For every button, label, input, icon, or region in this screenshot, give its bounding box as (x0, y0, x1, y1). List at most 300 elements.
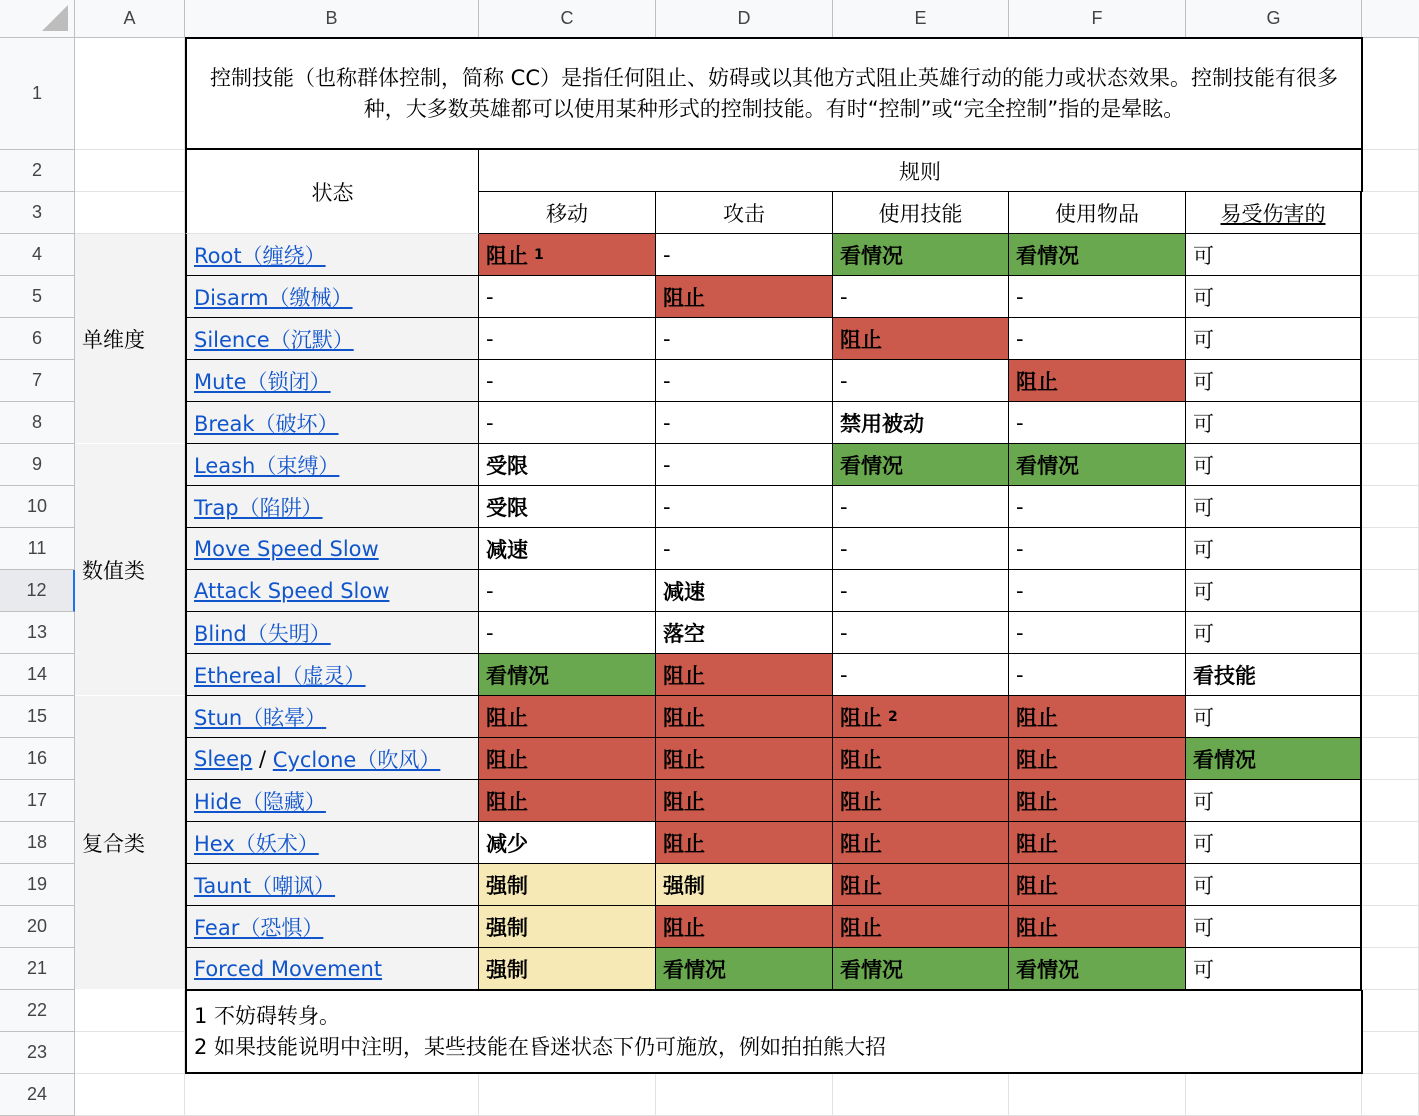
rule-cell (479, 654, 656, 696)
rule-cell (1009, 822, 1186, 864)
rule-value: 可 (1193, 915, 1214, 940)
row-header[interactable]: 20 (0, 906, 75, 948)
rule-value: - (486, 284, 494, 309)
rule-value: 减少 (486, 831, 528, 856)
rule-value: - (1016, 662, 1024, 687)
rule-cell (656, 780, 833, 822)
grid-cell[interactable] (1362, 192, 1419, 234)
rule-value: 看情况 (1016, 957, 1079, 982)
rule-cell (1009, 780, 1186, 822)
rule-cell (656, 654, 833, 696)
row-header[interactable]: 14 (0, 654, 75, 696)
state-name-cell (185, 738, 479, 780)
footnote-marker: 2 (888, 708, 898, 725)
select-all-corner[interactable] (0, 0, 75, 38)
rule-cell (479, 696, 656, 738)
grid-cell[interactable] (1362, 1032, 1419, 1074)
state-link[interactable]: Leash（束缚） (194, 453, 340, 478)
state-link[interactable]: Forced Movement (194, 956, 383, 981)
rule-value: - (486, 410, 494, 435)
rule-value: 阻止 (840, 789, 882, 814)
grid-cell[interactable] (1009, 1074, 1186, 1116)
state-link[interactable]: Break（破坏） (194, 411, 339, 436)
grid-cell[interactable] (1362, 570, 1419, 612)
rule-value: 阻止 (1016, 789, 1058, 814)
rule-value: - (663, 452, 671, 477)
rule-cell (656, 864, 833, 906)
state-link[interactable]: Mute（锁闭） (194, 369, 331, 394)
grid-cell[interactable] (1362, 360, 1419, 402)
rule-value: - (1016, 494, 1024, 519)
rule-value: 受限 (486, 453, 528, 478)
rule-cell (1186, 738, 1362, 780)
rule-cell (479, 276, 656, 318)
rule-value: - (840, 620, 848, 645)
state-name-cell (185, 948, 479, 990)
separator: / (252, 746, 273, 771)
rule-cell (833, 822, 1009, 864)
rule-cell (479, 234, 656, 276)
rule-value: 阻止 (663, 831, 705, 856)
state-link[interactable]: Blind（失明） (194, 621, 331, 646)
column-header-empty (1362, 0, 1419, 38)
rule-cell (656, 948, 833, 990)
rule-cell (656, 906, 833, 948)
state-name-cell (185, 444, 479, 486)
rule-cell (656, 738, 833, 780)
grid-cell[interactable] (185, 1074, 479, 1116)
rule-value: 阻止 (663, 747, 705, 772)
row-header[interactable]: 8 (0, 402, 75, 444)
rule-cell (833, 360, 1009, 402)
rule-cell (1009, 738, 1186, 780)
rule-value: - (840, 536, 848, 561)
rule-cell (1186, 318, 1362, 360)
rule-cell (1009, 612, 1186, 654)
rule-value: 阻止 (1016, 915, 1058, 940)
grid-cell[interactable] (75, 150, 185, 192)
rule-cell (833, 318, 1009, 360)
rule-value: 阻止 (663, 915, 705, 940)
grid-cell[interactable] (1362, 1074, 1419, 1116)
grid-cell[interactable] (479, 1074, 656, 1116)
rule-value: 可 (1193, 831, 1214, 856)
rule-value: 阻止 (486, 747, 528, 772)
rule-value: 阻止 (486, 789, 528, 814)
rule-value: - (1016, 284, 1024, 309)
rule-cell (833, 402, 1009, 444)
rule-value: - (840, 368, 848, 393)
rule-column-header: 移动 (479, 192, 656, 234)
state-link[interactable]: Hide（隐藏） (194, 789, 326, 814)
rule-cell (656, 570, 833, 612)
rule-cell (1186, 486, 1362, 528)
rule-cell (479, 444, 656, 486)
rule-value: 可 (1193, 243, 1214, 268)
category-label: 数值类 (75, 444, 185, 696)
grid-cell[interactable] (1362, 948, 1419, 990)
rule-value: 看情况 (1016, 453, 1079, 478)
rule-column-header: 攻击 (656, 192, 833, 234)
rule-value: 可 (1193, 537, 1214, 562)
rule-value: - (663, 326, 671, 351)
row-header[interactable]: 15 (0, 696, 75, 738)
rule-cell (1009, 486, 1186, 528)
rule-cell (656, 612, 833, 654)
rule-value: 阻止 (486, 243, 528, 268)
rule-value: 可 (1193, 285, 1214, 310)
rule-value: 阻止 (1016, 705, 1058, 730)
rule-cell (833, 864, 1009, 906)
rule-cell (833, 528, 1009, 570)
rule-value: 阻止 (840, 705, 882, 730)
rule-cell (656, 486, 833, 528)
rule-cell (1009, 360, 1186, 402)
rule-cell (656, 402, 833, 444)
state-link[interactable]: Trap（陷阱） (194, 495, 323, 520)
rule-value: 看情况 (1193, 747, 1256, 772)
rule-cell (1009, 528, 1186, 570)
state-name-cell (185, 528, 479, 570)
column-header-e[interactable]: E (833, 0, 1009, 38)
rule-cell (479, 780, 656, 822)
rule-value: - (840, 662, 848, 687)
rule-value: 阻止 (840, 327, 882, 352)
rule-value: 可 (1193, 411, 1214, 436)
grid-cell[interactable] (1362, 696, 1419, 738)
rule-cell (1009, 864, 1186, 906)
state-name-cell (185, 906, 479, 948)
rule-cell (1009, 444, 1186, 486)
state-name-cell (185, 276, 479, 318)
rule-value: 强制 (486, 915, 528, 940)
rule-value: 禁用被动 (840, 411, 924, 436)
rule-value: - (1016, 536, 1024, 561)
rule-value: 可 (1193, 705, 1214, 730)
rule-value: 看技能 (1193, 663, 1256, 688)
grid-cell[interactable] (75, 192, 185, 234)
rule-value: 强制 (663, 873, 705, 898)
rule-cell (479, 948, 656, 990)
state-name-cell (185, 570, 479, 612)
row-header[interactable]: 2 (0, 150, 75, 192)
rule-value: 阻止 (1016, 369, 1058, 394)
rule-value: - (486, 368, 494, 393)
state-link[interactable]: Move Speed Slow (194, 536, 379, 561)
rule-value: 看情况 (840, 453, 903, 478)
rule-cell (1009, 948, 1186, 990)
rule-cell (1186, 570, 1362, 612)
row-header[interactable]: 9 (0, 444, 75, 486)
rule-cell (833, 906, 1009, 948)
rule-value: 阻止 (486, 705, 528, 730)
state-header: 状态 (185, 150, 479, 234)
rule-value: 强制 (486, 957, 528, 982)
rule-cell (1186, 276, 1362, 318)
row-header[interactable]: 21 (0, 948, 75, 990)
grid-cell[interactable] (1362, 864, 1419, 906)
rule-cell (1009, 276, 1186, 318)
state-name-cell (185, 864, 479, 906)
rule-cell (1186, 906, 1362, 948)
rule-cell (833, 612, 1009, 654)
rule-cell (1009, 570, 1186, 612)
grid-cell[interactable] (1186, 1074, 1362, 1116)
rule-cell (833, 444, 1009, 486)
rule-value: 减速 (486, 537, 528, 562)
rule-cell (656, 822, 833, 864)
state-link[interactable]: Hex（妖术） (194, 831, 319, 856)
rule-value: - (486, 620, 494, 645)
grid-cell[interactable] (1362, 402, 1419, 444)
rule-cell (479, 864, 656, 906)
state-name-cell (185, 696, 479, 738)
column-header-f[interactable]: F (1009, 0, 1186, 38)
footnotes (185, 990, 1363, 1074)
rule-cell (1186, 402, 1362, 444)
rule-value: - (486, 326, 494, 351)
rule-value: 看情况 (840, 957, 903, 982)
grid-cell[interactable] (1362, 780, 1419, 822)
rule-value: - (840, 578, 848, 603)
rule-value: 可 (1193, 453, 1214, 478)
rule-value: - (1016, 410, 1024, 435)
rule-value: 阻止 (840, 831, 882, 856)
state-name-cell (185, 318, 479, 360)
rule-cell (479, 612, 656, 654)
rule-value: 强制 (486, 873, 528, 898)
state-name-cell (185, 654, 479, 696)
rule-value: 受限 (486, 495, 528, 520)
rule-value: - (663, 494, 671, 519)
column-header-d[interactable]: D (656, 0, 833, 38)
rule-cell (833, 654, 1009, 696)
grid-cell[interactable] (1362, 38, 1419, 150)
state-name-cell (185, 234, 479, 276)
rule-value: 阻止 (840, 915, 882, 940)
row-header[interactable]: 24 (0, 1074, 75, 1116)
rule-cell (479, 906, 656, 948)
rule-cell (656, 318, 833, 360)
rule-cell (833, 780, 1009, 822)
rule-column-header: 易受伤害的 (1186, 192, 1362, 234)
grid-cell[interactable] (1362, 906, 1419, 948)
rule-column-header: 使用技能 (833, 192, 1009, 234)
rule-value: 阻止 (663, 663, 705, 688)
rule-cell (656, 276, 833, 318)
rule-value: - (663, 242, 671, 267)
row-header[interactable]: 23 (0, 1032, 75, 1074)
rule-value: 阻止 (840, 873, 882, 898)
rule-cell (1186, 780, 1362, 822)
state-name-cell (185, 780, 479, 822)
rule-value: 可 (1193, 327, 1214, 352)
rule-cell (1009, 906, 1186, 948)
grid-cell[interactable] (1362, 990, 1419, 1032)
rule-cell (1186, 612, 1362, 654)
rule-cell (1186, 444, 1362, 486)
grid-cell[interactable] (75, 1032, 185, 1074)
category-label: 单维度 (75, 234, 185, 444)
row-header[interactable]: 3 (0, 192, 75, 234)
rule-cell (1186, 864, 1362, 906)
rule-value: 可 (1193, 957, 1214, 982)
rule-value: 阻止 (663, 285, 705, 310)
rule-cell (479, 528, 656, 570)
rule-value: 可 (1193, 873, 1214, 898)
grid-cell[interactable] (75, 1074, 185, 1116)
state-name-cell (185, 402, 479, 444)
category-label: 复合类 (75, 696, 185, 990)
state-name-cell (185, 486, 479, 528)
state-name-cell (185, 822, 479, 864)
rule-column-header: 使用物品 (1009, 192, 1186, 234)
rule-cell (656, 444, 833, 486)
column-header-g[interactable]: G (1186, 0, 1362, 38)
row-header[interactable]: 10 (0, 486, 75, 528)
state-link[interactable]: Silence（沉默） (194, 327, 354, 352)
rule-cell (479, 738, 656, 780)
rule-value: - (663, 536, 671, 561)
rule-value: 可 (1193, 789, 1214, 814)
grid-cell[interactable] (1362, 528, 1419, 570)
rule-value: - (840, 284, 848, 309)
rule-cell (1186, 360, 1362, 402)
rule-cell (833, 948, 1009, 990)
state-link[interactable]: Attack Speed Slow (194, 578, 390, 603)
rule-cell (479, 822, 656, 864)
rule-value: - (840, 494, 848, 519)
grid-cell[interactable] (1362, 612, 1419, 654)
rule-value: 阻止 (1016, 747, 1058, 772)
rule-cell (656, 696, 833, 738)
grid-cell[interactable] (1362, 486, 1419, 528)
rule-cell (1009, 696, 1186, 738)
grid-cell[interactable] (1362, 444, 1419, 486)
rules-header: 规则 (479, 150, 1363, 192)
column-header-a[interactable]: A (75, 0, 185, 38)
rule-cell (479, 360, 656, 402)
rule-value: 阻止 (663, 789, 705, 814)
row-header[interactable]: 12 (0, 570, 75, 612)
rule-value: 可 (1193, 369, 1214, 394)
rule-value: 可 (1193, 495, 1214, 520)
grid-cell[interactable] (75, 38, 185, 150)
column-header-b[interactable]: B (185, 0, 479, 38)
row-header[interactable]: 22 (0, 990, 75, 1032)
rule-cell (833, 570, 1009, 612)
rule-cell (1009, 654, 1186, 696)
row-header[interactable]: 13 (0, 612, 75, 654)
rule-value: - (1016, 326, 1024, 351)
grid-cell[interactable] (1362, 738, 1419, 780)
row-header[interactable]: 17 (0, 780, 75, 822)
grid-cell[interactable] (75, 990, 185, 1032)
rule-cell (656, 528, 833, 570)
rule-cell (1186, 696, 1362, 738)
state-name-cell (185, 612, 479, 654)
rule-cell (833, 738, 1009, 780)
rule-value: - (1016, 620, 1024, 645)
state-link[interactable]: Fear（恐惧） (194, 915, 324, 940)
grid-cell[interactable] (1362, 822, 1419, 864)
state-link[interactable]: Root（缠绕） (194, 243, 326, 268)
rule-value: 阻止 (663, 705, 705, 730)
rule-value: 阻止 (1016, 831, 1058, 856)
state-link[interactable]: Stun（眩晕） (194, 705, 327, 730)
rule-value: 减速 (663, 579, 705, 604)
state-link[interactable]: Disarm（缴械） (194, 285, 353, 310)
row-header[interactable]: 7 (0, 360, 75, 402)
rule-cell (479, 402, 656, 444)
rule-value: - (663, 368, 671, 393)
rule-value: 可 (1193, 621, 1214, 646)
rule-cell (833, 696, 1009, 738)
state-name-cell (185, 360, 479, 402)
rule-value: 看情况 (486, 663, 549, 688)
footnote-line: 2 如果技能说明中注明，某些技能在昏迷状态下仍可施放，例如拍拍熊大招 (194, 1034, 887, 1059)
rule-cell (656, 234, 833, 276)
row-header[interactable]: 6 (0, 318, 75, 360)
rule-value: - (1016, 578, 1024, 603)
column-header-c[interactable]: C (479, 0, 656, 38)
grid-cell[interactable] (1362, 234, 1419, 276)
rule-cell (479, 318, 656, 360)
grid-cell[interactable] (1362, 276, 1419, 318)
rule-cell (479, 486, 656, 528)
row-header[interactable]: 1 (0, 38, 75, 150)
rule-cell (833, 276, 1009, 318)
footnote-line: 1 不妨碍转身。 (194, 1003, 341, 1028)
state-link[interactable]: Ethereal（虚灵） (194, 663, 366, 688)
row-header[interactable]: 4 (0, 234, 75, 276)
grid-cell[interactable] (656, 1074, 833, 1116)
rule-value: - (486, 578, 494, 603)
rule-cell (1009, 234, 1186, 276)
rule-value: 可 (1193, 579, 1214, 604)
rule-cell (1186, 528, 1362, 570)
grid-cell[interactable] (1362, 654, 1419, 696)
rule-value: - (663, 410, 671, 435)
rule-cell (1186, 822, 1362, 864)
state-link[interactable]: Cyclone（吹风） (272, 747, 441, 772)
rule-value: 阻止 (840, 747, 882, 772)
rule-cell (479, 570, 656, 612)
rule-cell (1186, 948, 1362, 990)
grid-cell[interactable] (833, 1074, 1009, 1116)
rule-cell (656, 360, 833, 402)
row-header[interactable]: 19 (0, 864, 75, 906)
rule-value: 落空 (663, 621, 705, 646)
row-header[interactable]: 5 (0, 276, 75, 318)
rule-cell (1186, 654, 1362, 696)
rule-cell (1186, 234, 1362, 276)
intro-text: 控制技能（也称群体控制，简称 CC）是指任何阻止、妨碍或以其他方式阻止英雄行动的能力或状态效果。控制技能有很多种，大多数英雄都可以使用某种形式的控制技能。有时“控制”或“完全控制”指的是晕眩。 (185, 37, 1363, 150)
row-header[interactable]: 18 (0, 822, 75, 864)
rule-value: 看情况 (1016, 243, 1079, 268)
rule-cell (833, 486, 1009, 528)
state-link[interactable]: Sleep (194, 746, 253, 771)
rule-value: 看情况 (663, 957, 726, 982)
rule-cell (1009, 402, 1186, 444)
row-header[interactable]: 16 (0, 738, 75, 780)
row-header[interactable]: 11 (0, 528, 75, 570)
footnote-marker: 1 (534, 246, 544, 263)
state-link[interactable]: Taunt（嘲讽） (194, 873, 336, 898)
grid-cell[interactable] (1362, 150, 1419, 192)
grid-cell[interactable] (1362, 318, 1419, 360)
rule-value: 阻止 (1016, 873, 1058, 898)
